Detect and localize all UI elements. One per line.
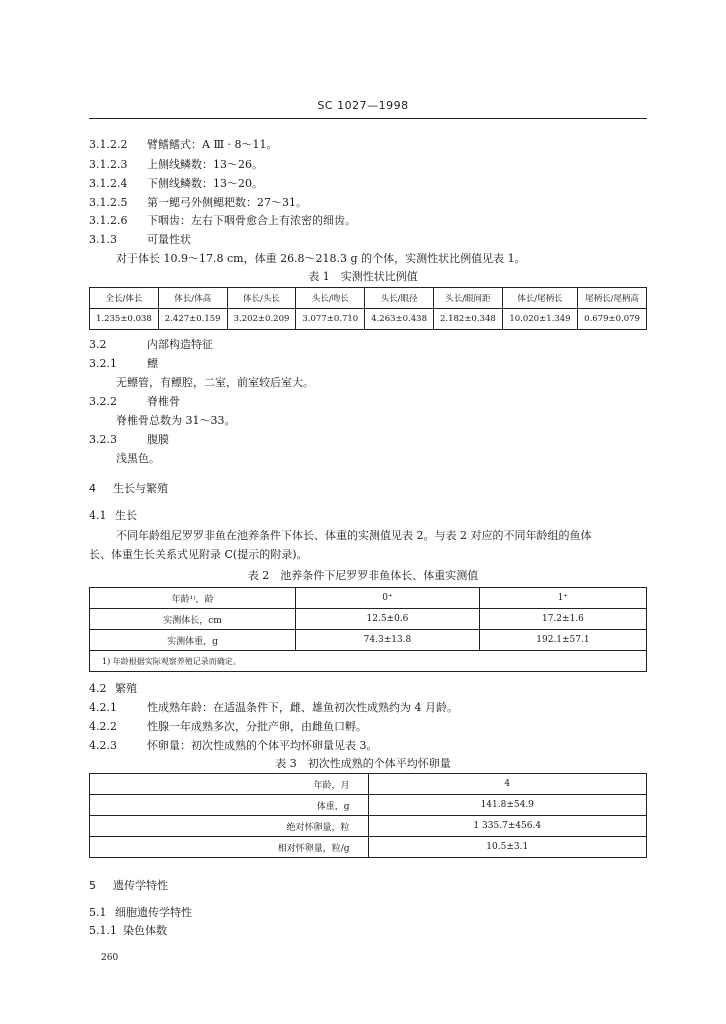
table-cell: 10.020±1.349 [502,309,577,330]
table2-caption: 表 2 池养条件下尼罗罗非鱼体长、体重实测值 [247,569,479,582]
section-41-paragraph-2: 长、体重生长关系式见附录 C(提示的附录)。 [89,548,308,561]
section-323-heading: 3.2.3 腹膜 [89,433,169,446]
item-3126: 3.1.2.6 下咽齿：左右下咽骨愈合上有浓密的细齿。 [89,214,356,227]
table-cell: 10.5±3.1 [368,837,647,858]
table-header-cell: 头长/眼间距 [433,288,502,309]
table-header-cell: 头长/吻长 [296,288,365,309]
table-header-cell: 尾柄长/尾柄高 [578,288,647,309]
section-321-text: 无鳔管，有鳔腔，二室，前室较后室大。 [116,376,314,389]
item-3125: 3.1.2.5 第一鳃弓外侧鳃耙数：27～31。 [89,196,307,209]
section-41-heading: 4.1 生长 [89,509,137,522]
table-cell: 12.5±0.6 [296,609,480,630]
table-cell: 192.1±57.1 [479,630,646,651]
section-322-text: 脊椎骨总数为 31～33。 [116,414,236,427]
table-header-cell: 0⁺ [296,588,480,609]
table-cell: 相对怀卵量，粒/g [90,837,369,858]
item-3123: 3.1.2.3 上侧线鳞数：13～26。 [89,158,263,171]
table-header-cell: 年龄¹⁾，龄 [90,588,296,609]
section-322-heading: 3.2.2 脊椎骨 [89,395,180,408]
table-row [90,816,647,837]
table1-caption: 表 1 实测性状比例值 [308,270,418,283]
table-header-row [90,288,647,309]
table3-caption: 表 3 初次性成熟的个体平均怀卵量 [275,757,451,770]
table-header-cell: 头长/眼径 [365,288,434,309]
table-note: 1) 年龄根据实际观察养殖记录而确定。 [90,651,647,672]
table-1 [89,287,647,330]
table-row [90,609,647,630]
table-cell: 141.8±54.9 [368,795,647,816]
table-header-cell: 全长/体长 [90,288,159,309]
section-321-heading: 3.2.1 鳔 [89,357,158,370]
table-cell: 实测体重，g [90,630,296,651]
table-header-cell: 1⁺ [479,588,646,609]
table-cell: 74.3±13.8 [296,630,480,651]
section-511-heading: 5.1.1 染色体数 [89,924,167,937]
table-cell: 3.077±0.710 [296,309,365,330]
section-422: 4.2.2 性腺一年成熟多次，分批产卵，由雌鱼口孵。 [89,720,367,733]
table-cell: 4.263±0.438 [365,309,434,330]
table-row [90,774,647,795]
table-header-cell: 体长/头长 [227,288,296,309]
table-3 [89,773,647,858]
table-cell: 17.2±1.6 [479,609,646,630]
section-42-heading: 4.2 繁殖 [89,682,137,695]
paragraph-313: 对于体长 10.9～17.8 cm，体重 26.8～218.3 g 的个体，实测性状比例值见表 1。 [116,252,526,265]
item-3122: 3.1.2.2 臂鳍鳍式：A Ⅲ · 8～11。 [89,138,278,151]
table-header-cell: 体长/体高 [158,288,227,309]
table-cell: 3.202±0.209 [227,309,296,330]
table-cell: 1.235±0.038 [90,309,159,330]
table-cell: 4 [368,774,647,795]
table-cell: 实测体长，cm [90,609,296,630]
table-row [90,837,647,858]
section-41-paragraph-1: 不同年龄组尼罗罗非鱼在池养条件下体长、体重的实测值见表 2。与表 2 对应的不同年龄组的鱼体 [116,529,592,542]
table-header-row [90,588,647,609]
table-cell: 体重，g [90,795,369,816]
section-421: 4.2.1 性成熟年龄：在适温条件下，雌、雄鱼初次性成熟约为 4 月龄。 [89,701,458,714]
table-cell: 0.679±0.079 [578,309,647,330]
section-323-text: 浅黑色。 [116,452,160,465]
section-4-heading: 4 生长与繁殖 [89,482,168,495]
item-3124: 3.1.2.4 下侧线鳞数：13～20。 [89,177,263,190]
section-5-heading: 5 遗传学特性 [89,879,168,892]
section-423: 4.2.3 怀卵量：初次性成熟的个体平均怀卵量见表 3。 [89,739,378,752]
table-row [90,309,647,330]
page-number: 260 [101,953,119,963]
section-51-heading: 5.1 细胞遗传学特性 [89,906,192,919]
table-cell: 2.182±0.348 [433,309,502,330]
table-row [90,630,647,651]
table-row [90,795,647,816]
document-header: SC 1027—1998 [317,99,409,112]
item-313: 3.1.3 可量性状 [89,233,191,246]
header-rule [89,118,647,119]
table-note-row [90,651,647,672]
section-32-heading: 3.2 内部构造特征 [89,338,213,351]
table-cell: 绝对怀卵量，粒 [90,816,369,837]
table-cell: 1 335.7±456.4 [368,816,647,837]
table-cell: 年龄，月 [90,774,369,795]
table-header-cell: 体长/尾柄长 [502,288,577,309]
table-cell: 2.427±0.159 [158,309,227,330]
table-2 [89,587,647,672]
